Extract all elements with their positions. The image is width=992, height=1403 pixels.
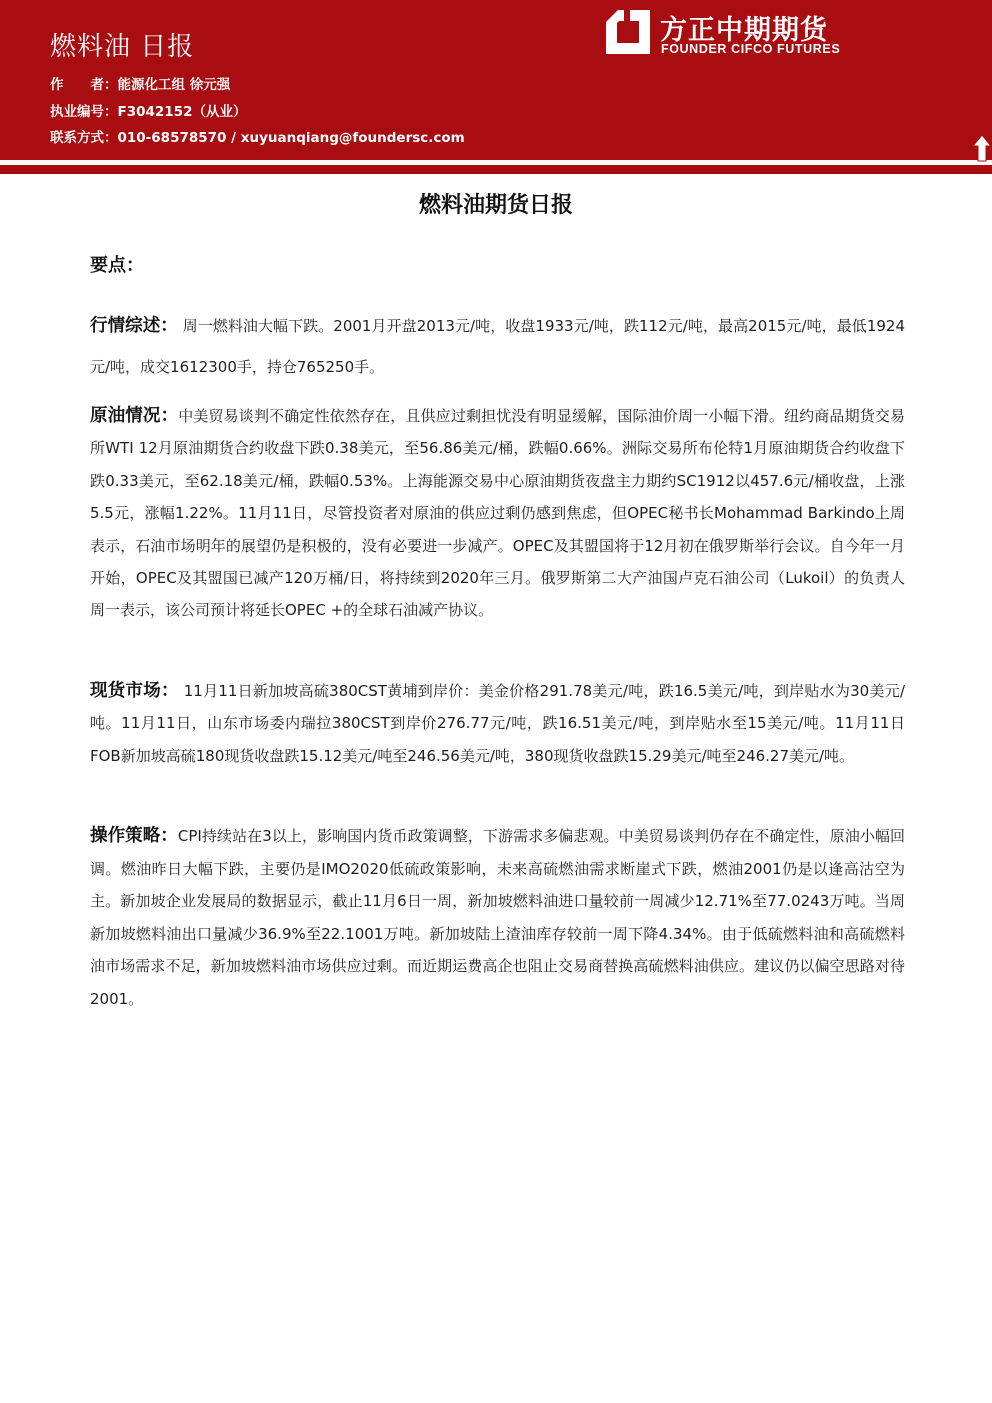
header-accent-bar — [0, 165, 992, 174]
report-header — [0, 0, 992, 160]
section-text: 周一燃料油大幅下跌。2001月开盘2013元/吨，收盘1933元/吨，跌112元/吨，最高2015元/吨，最低1924元/吨，成交1612300手，持仓765250手。 — [90, 317, 905, 376]
founder-logo-icon — [604, 8, 652, 56]
key-points-label: 要点： — [90, 255, 144, 276]
section-text: 中美贸易谈判不确定性依然存在，且供应过剩担忧没有明显缓解，国际油价周一小幅下滑。纽约商品期货交易所WTI 12月原油期货合约收盘下跌0.38美元，至56.86美元/桶，跌幅0.66%。洲际交易所布伦特1月原油期货合约收盘下跌0.33美元，至62.18美元/桶，跌幅0.53%。上海能源交易中心原油期货夜盘主力期约SC1912以457.6元/桶收盘，上涨5.5元，涨幅1.22%。11月11日，尽管投资者对原油的供应过剩仍感到焦虑，但OPEC秘书长Mohammad Barkindo上周表示，石油市场明年的展望仍是积极的，没有必要进一步减产。OPEC及其盟国将于12月初在俄罗斯举行会议。自今年一月开始，OPEC及其盟国已减产120万桶/日，将持续到2020年三月。俄罗斯第二大产油国卢克石油公司（Lukoil）的负责人周一表示，该公司预计将延长OPEC +的全球石油减产协议。 — [90, 407, 906, 620]
section-text: CPI持续站在3以上，影响国内货币政策调整，下游需求多偏悲观。中美贸易谈判仍存在不确定性，原油小幅回调。燃油昨日大幅下跌，主要仍是IMO2020低硫政策影响，未来高硫燃油需求断崖式下跌，燃油2001仍是以逢高沽空为主。新加坡企业发展局的数据显示，截止11月6日一周，新加坡燃料油进口量较前一周减少12.71%至77.0243万吨。当周新加坡燃料油出口量减少36.9%至22.1001万吨。新加坡陆上渣油库存较前一周下降4.34%。由于低硫燃料油和高硫燃料油市场需求不足，新加坡燃料油市场供应过剩。而近期运费高企也阻止交易商替换高硫燃料油供应。建议仍以偏空思路对待2001。 — [90, 827, 905, 1008]
up-arrow-icon[interactable] — [972, 134, 992, 162]
section-label: 现货市场： — [90, 681, 179, 701]
logo-english-name: FOUNDER CIFCO FUTURES — [661, 42, 841, 56]
header-divider — [0, 162, 992, 163]
company-logo — [604, 8, 864, 60]
section-text: 11月11日新加坡高硫380CST黄埔到岸价：美金价格291.78美元/吨，跌16.5美元/吨，到岸贴水为30美元/吨。11月11日，山东市场委内瑞拉380CST到岸价276.77元/吨，跌16.51美元/吨，到岸贴水至15美元/吨。11月11日FOB新加坡高硫180现货收盘跌15.12美元/吨至246.56美元/吨，380现货收盘跌15.29美元/吨至246.27美元/吨。 — [90, 682, 906, 765]
contact-line: 联系方式：010-68578570 / xuyuanqiang@foundersc.com — [50, 130, 465, 146]
section-label: 原油情况： — [90, 406, 179, 426]
license-line: 执业编号：F3042152（从业） — [50, 104, 247, 120]
market-summary-paragraph — [90, 306, 905, 388]
logo-chinese-name: 方正中期期货 — [660, 15, 828, 46]
section-label: 操作策略： — [90, 826, 178, 846]
crude-oil-paragraph — [90, 400, 905, 627]
section-label: 行情综述： — [90, 316, 178, 336]
spot-market-paragraph — [90, 675, 905, 772]
strategy-paragraph — [90, 820, 905, 1016]
report-category-title: 燃料油 日报 — [50, 32, 195, 62]
author-line: 作 者：能源化工组 徐元强 — [50, 77, 231, 93]
document-title: 燃料油期货日报 — [418, 193, 573, 218]
